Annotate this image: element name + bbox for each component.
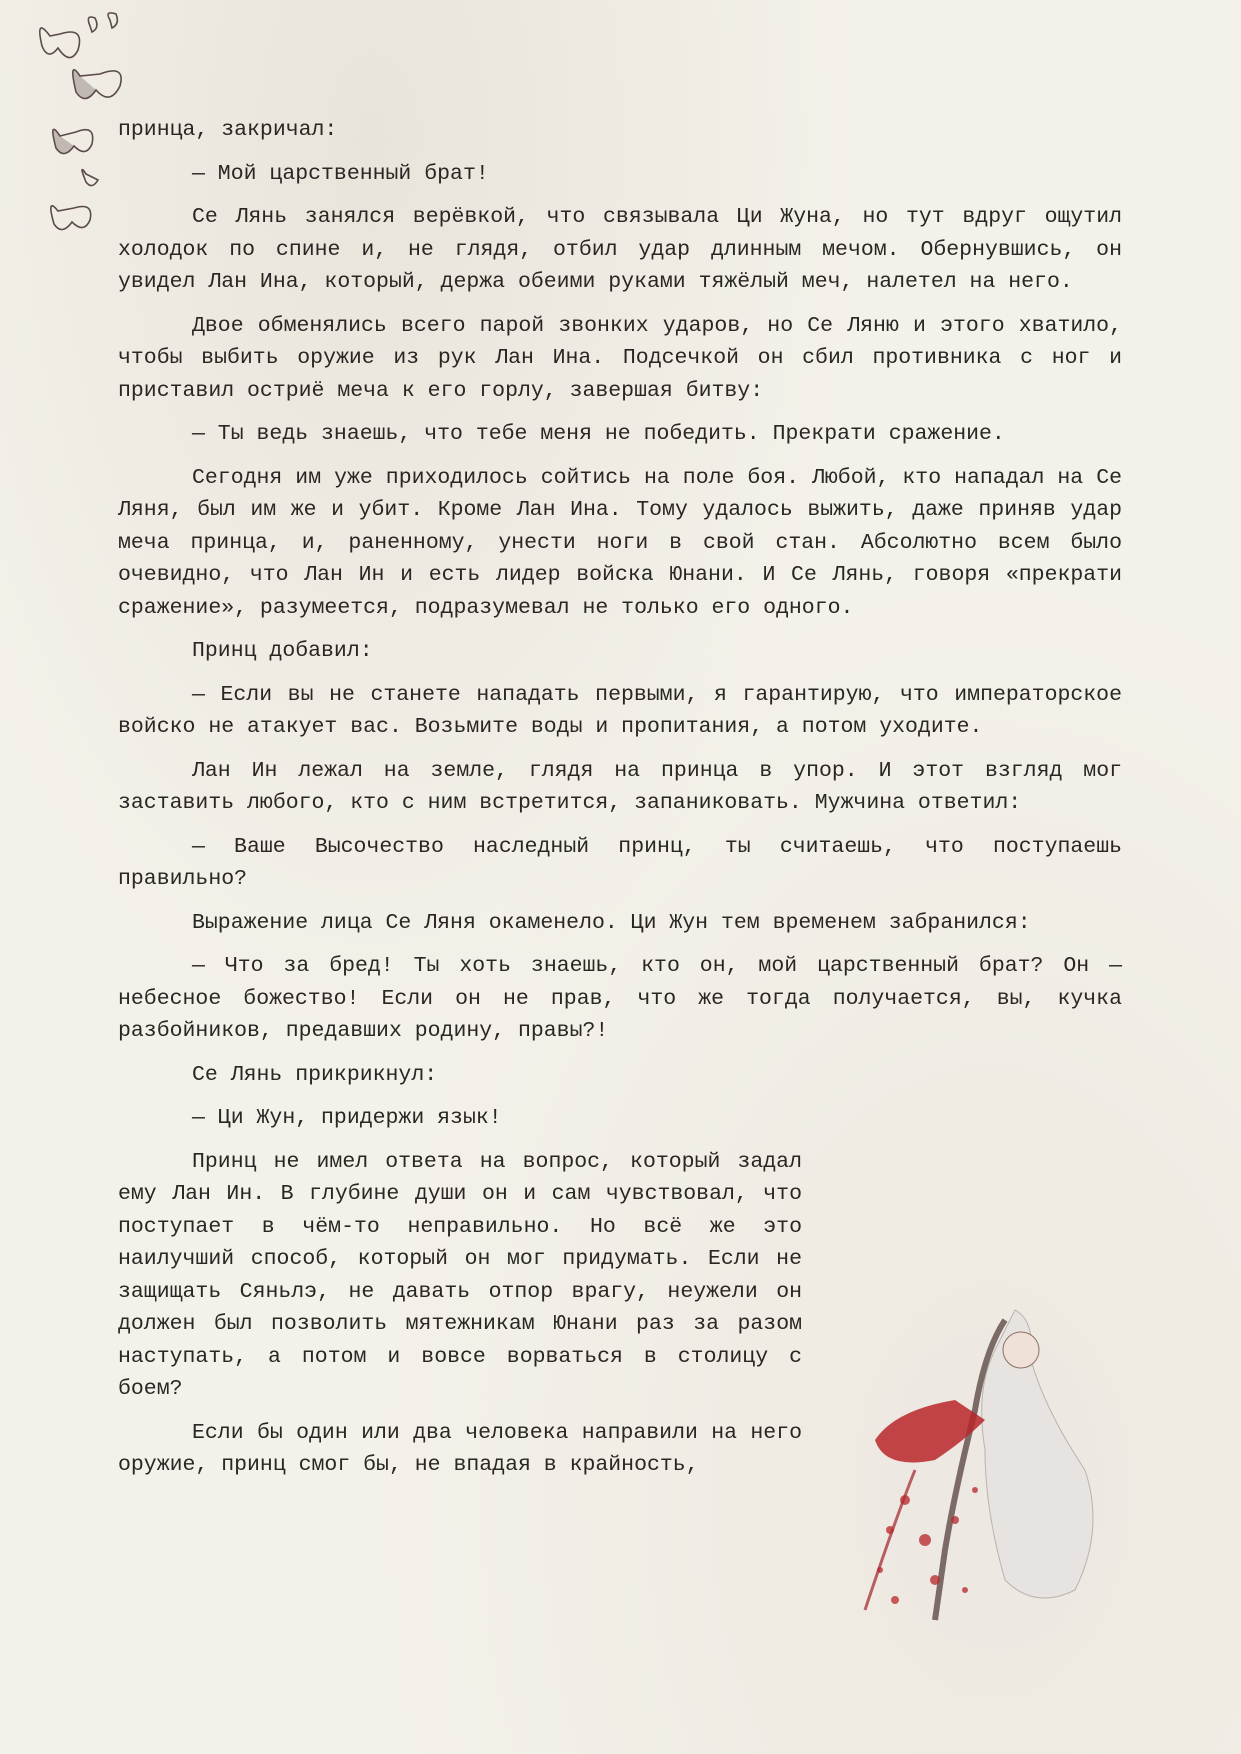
paragraph: Сегодня им уже приходилось сойтись на поле боя. Любой, кто нападал на Се Ляня, был им же и убит. Кроме Лан Ина. Тому удалось выжить, даже приняв удар меча принца, и, раненному, унести ноги в свой стан. Абсолютно всем было очевидно, что Лан Ин и есть лидер войска Юнани. И Се Лянь, говоря «прекрати сражение», разумеется, подразумевал не только его одного.	[118, 465, 1122, 620]
paragraph: — Ты ведь знаешь, что тебе меня не победить. Прекрати сражение.	[192, 422, 1005, 446]
paragraph: — Мой царственный брат!	[192, 161, 489, 186]
paragraph: Се Лянь занялся верёвкой, что связывала Ци Жуна, но тут вдруг ощутил холодок по спине и, не глядя, отбил удар длинным мечом. Обернувшись, он увидел Лан Ина, который, держа обеими руками тяжёлый меч, налетел на него.	[118, 205, 1122, 294]
paragraph: Двое обменялись всего парой звонких ударов, но Се Ляню и этого хватило, чтобы выбить оружие из рук Лан Ина. Подсечкой он сбил противника с ног и приставил остриё меча к его горлу, завершая битву:	[118, 313, 1122, 403]
paragraph: — Если вы не станете нападать первыми, я гарантирую, что императорское войско не атакует вас. Возьмите воды и пропитания, а потом уходите.	[118, 682, 1122, 739]
paragraph: Принц не имел ответа на вопрос, который задал ему Лан Ин. В глубине души он и сам чувствовал, что поступает в чём-то неправильно. Но всё же это наилучший способ, который он мог придумать. Если не защищать Сяньлэ, не давать отпор врагу, неужели он должен был позволить мятежникам Юнани раз за разом наступать, а потом и вовсе ворваться в столицу с боем?	[118, 1149, 802, 1401]
paragraph: принца, закричал:	[118, 118, 338, 142]
paragraph: Принц добавил:	[192, 639, 373, 663]
paragraph: Выражение лица Се Ляня окаменело. Ци Жун тем временем забранился:	[192, 910, 1031, 935]
paragraph: Если бы один или два человека направили на него оружие, принц смог бы, не впадая в крайность,	[118, 1420, 802, 1477]
paragraph: — Что за бред! Ты хоть знаешь, кто он, мой царственный брат? Он — небесное божество! Если он не прав, что же тогда получается, вы, кучка разбойников, предавших родину, правы?!	[118, 954, 1122, 1043]
character-illustration-icon	[835, 1290, 1135, 1650]
paragraph: Лан Ин лежал на земле, глядя на принца в упор. И этот взгляд мог заставить любого, кто с ним встретится, запаниковать. Мужчина ответил:	[118, 758, 1122, 815]
paragraph: — Ваше Высочество наследный принц, ты считаешь, что поступаешь правильно?	[118, 834, 1122, 891]
paragraph: — Ци Жун, придержи язык!	[192, 1106, 502, 1130]
body-text	[118, 114, 1122, 1493]
paragraph: Се Лянь прикрикнул:	[192, 1062, 438, 1087]
